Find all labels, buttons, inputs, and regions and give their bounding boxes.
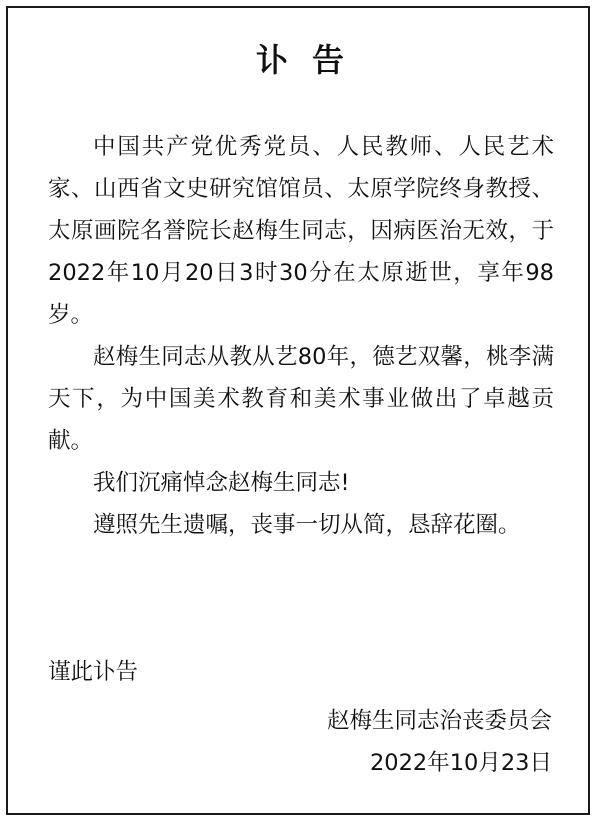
- notice-paragraph-wishes: 遵照先生遗嘱，丧事一切从简，恳辞花圈。: [93, 512, 521, 538]
- notice-title: 讣告: [255, 41, 368, 79]
- notice-paragraph-contribution: 赵梅生同志从教从艺80年，德艺双馨，桃李满天下，为中国美术教育和美术事业做出了卓越贡献。: [48, 344, 554, 454]
- notice-date: 2022年10月23日: [369, 750, 552, 776]
- notice-paragraph-mourning: 我们沉痛悼念赵梅生同志!: [93, 470, 350, 496]
- notice-body: [48, 126, 554, 546]
- notice-paragraph-announcement: 中国共产党优秀党员、人民教师、人民艺术家、山西省文史研究馆馆员、太原学院终身教授、太原画院名誉院长赵梅生同志，因病医治无效，于2022年10月20日3时30分在太原逝世，享年98岁。: [48, 134, 554, 328]
- notice-signer: 赵梅生同志治丧委员会: [326, 708, 552, 734]
- notice-closing: 谨此讣告: [48, 659, 139, 685]
